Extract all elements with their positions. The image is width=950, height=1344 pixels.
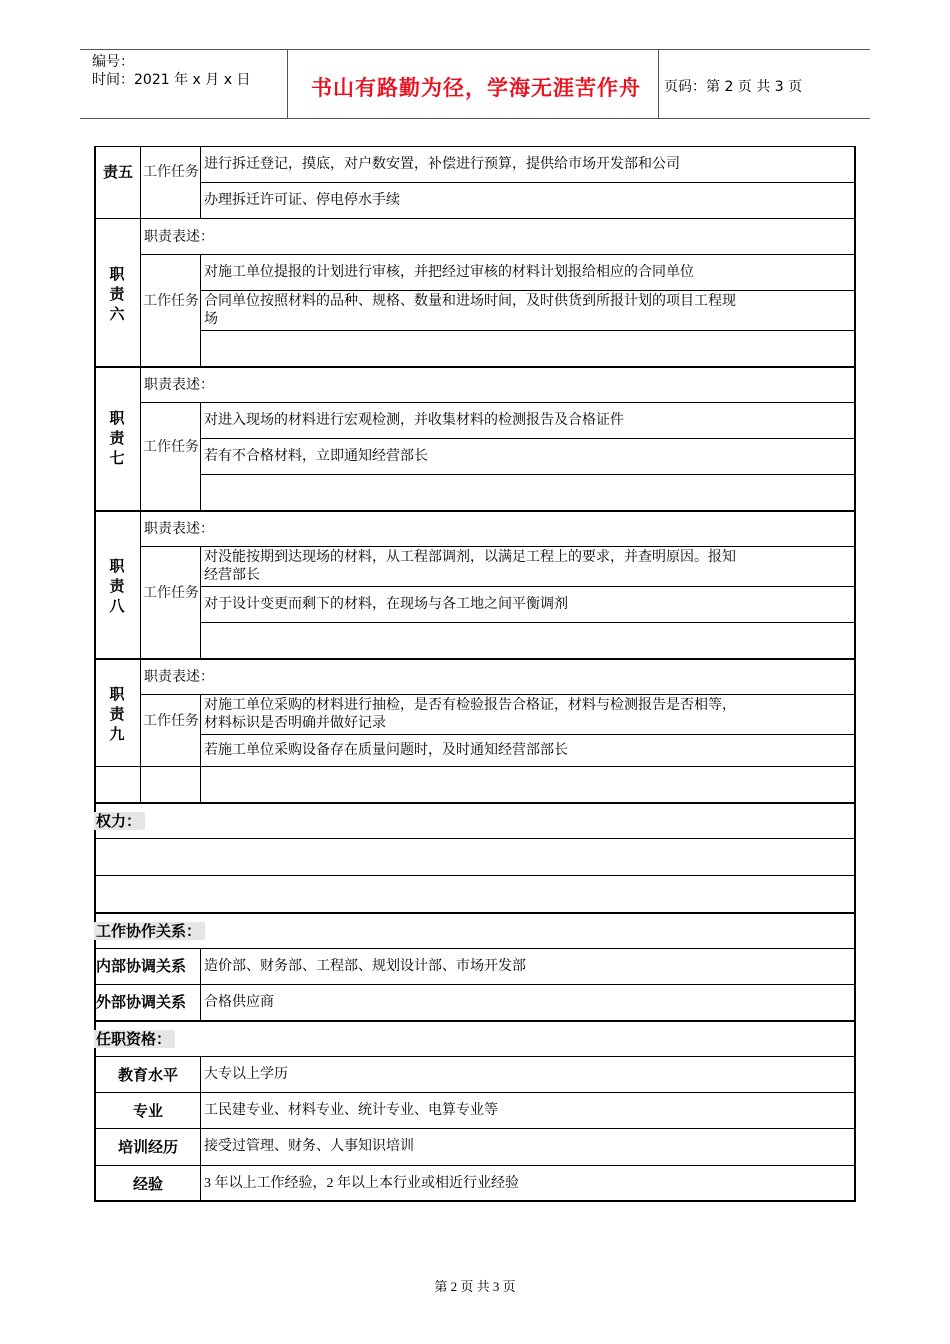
duty6-task-2-cont: 场 bbox=[204, 312, 218, 327]
header-divider bbox=[287, 50, 288, 118]
duty8-category: 工作任务 bbox=[143, 585, 199, 601]
duty8-task-2: 对于设计变更而剩下的材料，在现场与各工地之间平衡调剂 bbox=[204, 597, 568, 612]
grid-line bbox=[94, 658, 856, 660]
grid-line bbox=[140, 510, 141, 658]
grid-line bbox=[140, 402, 856, 403]
grid-line bbox=[94, 766, 856, 767]
qual-label-major: 专业 bbox=[132, 1102, 163, 1120]
grid-line bbox=[140, 254, 856, 255]
grid-line bbox=[94, 948, 856, 949]
qual-value-experience: 3 年以上工作经验，2 年以上本行业或相近行业经验 bbox=[204, 1176, 519, 1191]
page-footer: 第 2 页 共 3 页 bbox=[434, 1279, 516, 1294]
grid-line bbox=[140, 366, 141, 510]
page-header bbox=[80, 49, 870, 119]
header-motto: 书山有路勤为径，学海无涯苦作舟 bbox=[311, 76, 641, 100]
duty9-task-1: 对施工单位采购的材料进行抽检，是否有检验报告合格证，材料与检测报告是否相等， bbox=[204, 698, 736, 713]
power-section-title: 权力： bbox=[94, 812, 145, 830]
qualifications-section-title: 任职资格： bbox=[94, 1030, 175, 1048]
duty6-desc-label: 职责表述： bbox=[144, 229, 214, 245]
duty5-label: 责五 bbox=[102, 163, 133, 181]
duty7-task-1: 对进入现场的材料进行宏观检测，并收集材料的检测报告及合格证件 bbox=[204, 413, 624, 428]
grid-line bbox=[94, 1056, 856, 1057]
grid-line bbox=[200, 622, 856, 623]
grid-line bbox=[94, 1020, 856, 1022]
duty7-category: 工作任务 bbox=[143, 439, 199, 455]
qual-value-major: 工民建专业、材料专业、统计专业、电算专业等 bbox=[204, 1103, 498, 1118]
duty6-label: 职责六 bbox=[109, 265, 125, 323]
grid-line bbox=[94, 510, 856, 512]
duty8-desc-label: 职责表述： bbox=[144, 521, 214, 537]
grid-line bbox=[200, 1056, 201, 1202]
duty9-category: 工作任务 bbox=[143, 713, 199, 729]
doc-date: 时间：2021 年 x 月 x 日 bbox=[92, 72, 251, 88]
qual-value-education: 大专以上学历 bbox=[204, 1067, 288, 1082]
grid-line bbox=[140, 546, 856, 547]
grid-line bbox=[200, 402, 201, 510]
grid-line bbox=[94, 875, 856, 876]
qual-label-education: 教育水平 bbox=[117, 1066, 178, 1084]
grid-line bbox=[94, 984, 856, 985]
duty8-label: 职责八 bbox=[109, 557, 125, 615]
qual-value-training: 接受过管理、财务、人事知识培训 bbox=[204, 1139, 414, 1154]
duty6-task-2: 合同单位按照材料的品种、规格、数量和进场时间，及时供货到所报计划的项目工程现 bbox=[204, 294, 736, 309]
qual-label-training: 培训经历 bbox=[117, 1138, 178, 1156]
duty8-task-1-cont: 经营部长 bbox=[204, 568, 260, 583]
grid-line bbox=[200, 586, 856, 587]
grid-line bbox=[94, 1165, 856, 1166]
grid-line bbox=[200, 182, 856, 183]
grid-line bbox=[200, 546, 201, 658]
duty6-category: 工作任务 bbox=[143, 293, 199, 309]
internal-coordination-label: 内部协调关系 bbox=[96, 957, 187, 975]
duty9-desc-label: 职责表述： bbox=[144, 669, 214, 685]
header-divider bbox=[658, 50, 659, 118]
grid-line bbox=[200, 254, 201, 366]
cooperation-section-title: 工作协作关系： bbox=[94, 922, 205, 940]
grid-line bbox=[200, 474, 856, 475]
duty9-task-1-cont: 材料标识是否明确并做好记录 bbox=[204, 716, 386, 731]
duty5-task-1: 进行拆迁登记，摸底，对户数安置，补偿进行预算，提供给市场开发部和公司 bbox=[204, 157, 680, 172]
duty7-task-2: 若有不合格材料，立即通知经营部长 bbox=[204, 449, 428, 464]
duty7-desc-label: 职责表述： bbox=[144, 377, 214, 393]
duty9-task-2: 若施工单位采购设备存在质量问题时，及时通知经营部部长 bbox=[204, 743, 568, 758]
grid-line bbox=[140, 218, 141, 366]
grid-line bbox=[200, 290, 856, 291]
duty6-task-1: 对施工单位提报的计划进行审核，并把经过审核的材料计划报给相应的合同单位 bbox=[204, 265, 694, 280]
external-coordination-value: 合格供应商 bbox=[204, 995, 274, 1010]
grid-line bbox=[94, 802, 856, 804]
doc-number-label: 编号： bbox=[92, 54, 134, 70]
grid-line bbox=[94, 838, 856, 839]
internal-coordination-value: 造价部、财务部、工程部、规划设计部、市场开发部 bbox=[204, 959, 526, 974]
grid-line bbox=[94, 1092, 856, 1093]
grid-line bbox=[200, 734, 856, 735]
qual-label-experience: 经验 bbox=[132, 1175, 163, 1193]
grid-line bbox=[200, 330, 856, 331]
header-page-info: 页码：第 2 页 共 3 页 bbox=[664, 79, 803, 95]
duty7-label: 职责七 bbox=[109, 409, 125, 467]
grid-line bbox=[140, 146, 141, 218]
grid-line bbox=[94, 366, 856, 368]
duty8-task-1: 对没能按期到达现场的材料，从工程部调剂，以满足工程上的要求，并查明原因。报知 bbox=[204, 550, 736, 565]
duty5-category: 工作任务 bbox=[143, 164, 199, 180]
grid-line bbox=[94, 912, 856, 914]
grid-line bbox=[200, 694, 201, 802]
grid-line bbox=[94, 218, 856, 219]
duty5-task-2: 办理拆迁许可证、停电停水手续 bbox=[204, 193, 400, 208]
duty9-label: 职责九 bbox=[109, 685, 125, 743]
external-coordination-label: 外部协调关系 bbox=[96, 993, 187, 1011]
grid-line bbox=[200, 438, 856, 439]
grid-line bbox=[140, 658, 141, 802]
grid-line bbox=[94, 1128, 856, 1129]
header-meta bbox=[92, 53, 250, 89]
grid-line bbox=[140, 694, 856, 695]
